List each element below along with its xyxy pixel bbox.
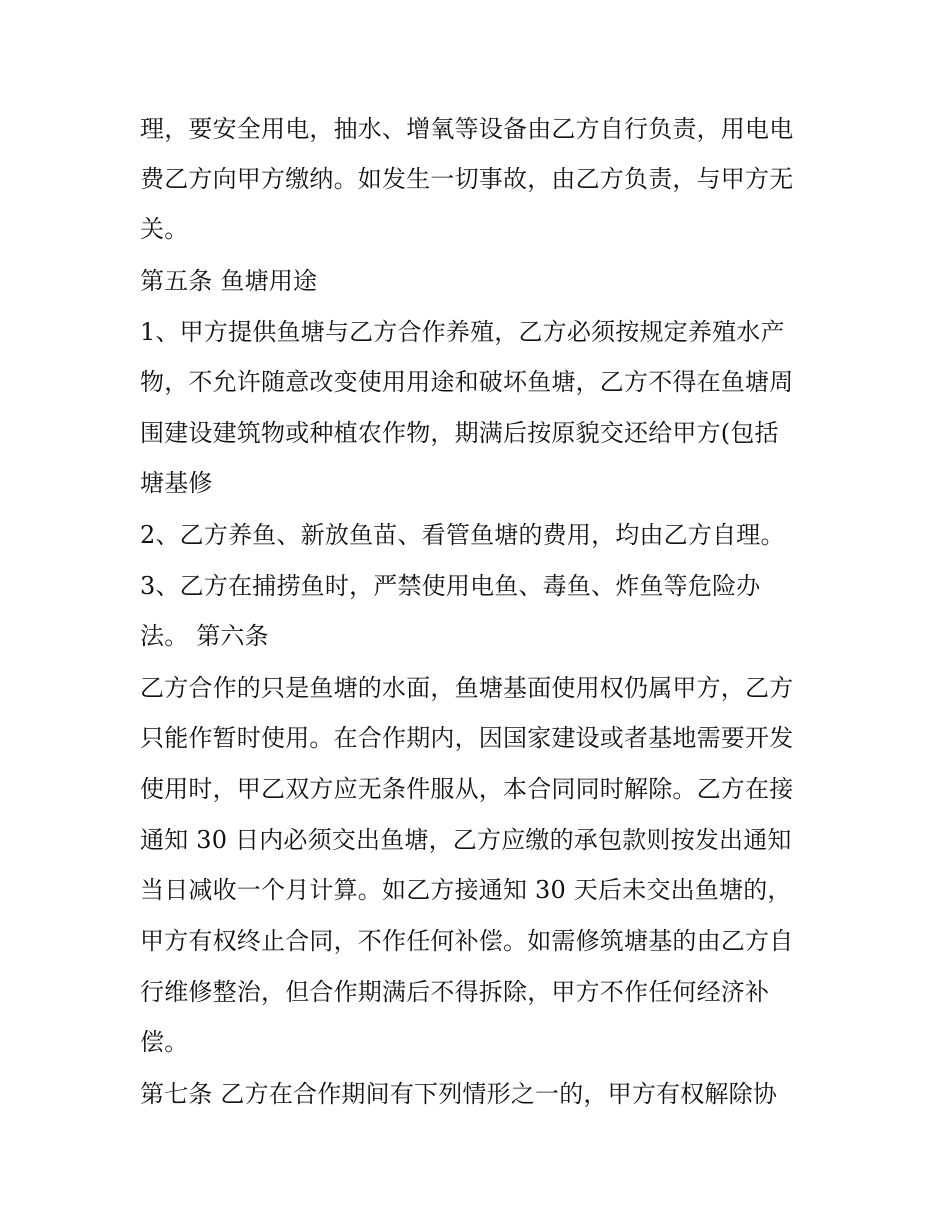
text-line: 当日减收一个月计算。如乙方接通知 30 天后未交出鱼塘的，	[140, 876, 792, 904]
text-line: 法。 第六条	[140, 622, 269, 650]
text-line: 1、甲方提供鱼塘与乙方合作养殖，乙方必须按规定养殖水产	[140, 318, 785, 346]
text-line: 费乙方向甲方缴纳。如发生一切事故，由乙方负责，与甲方无	[140, 165, 794, 193]
text-line: 乙方合作的只是鱼塘的水面，鱼塘基面使用权仍属甲方，乙方	[140, 674, 794, 702]
text-line: 理，要安全用电，抽水、增氧等设备由乙方自行负责，用电电	[140, 115, 794, 143]
text-line: 3、乙方在捕捞鱼时，严禁使用电鱼、毒鱼、炸鱼等危险办	[140, 572, 761, 600]
text-line: 使用时，甲乙双方应无条件服从，本合同同时解除。乙方在接	[140, 775, 794, 803]
text-line: 行维修整治，但合作期满后不得拆除，甲方不作任何经济补	[140, 978, 770, 1006]
text-line: 甲方有权终止合同，不作任何补偿。如需修筑塘基的由乙方自	[140, 927, 794, 955]
text-line: 关。	[140, 215, 189, 243]
text-line: 只能作暂时使用。在合作期内，因国家建设或者基地需要开发	[140, 724, 794, 752]
section-heading: 第五条 鱼塘用途	[140, 267, 318, 295]
section-heading: 第七条 乙方在合作期间有下列情形之一的，甲方有权解除协	[140, 1080, 778, 1108]
text-line: 2、乙方养鱼、新放鱼苗、看管鱼塘的费用，均由乙方自理。	[140, 521, 785, 549]
text-line: 通知 30 日内必须交出鱼塘，乙方应缴的承包款则按发出通知	[140, 826, 792, 854]
text-line: 围建设建筑物或种植农作物，期满后按原貌交还给甲方(包括	[140, 419, 779, 447]
text-line: 偿。	[140, 1028, 189, 1056]
text-line: 物，不允许随意改变使用用途和破坏鱼塘，乙方不得在鱼塘周	[140, 368, 794, 396]
text-line: 塘基修	[140, 469, 213, 497]
